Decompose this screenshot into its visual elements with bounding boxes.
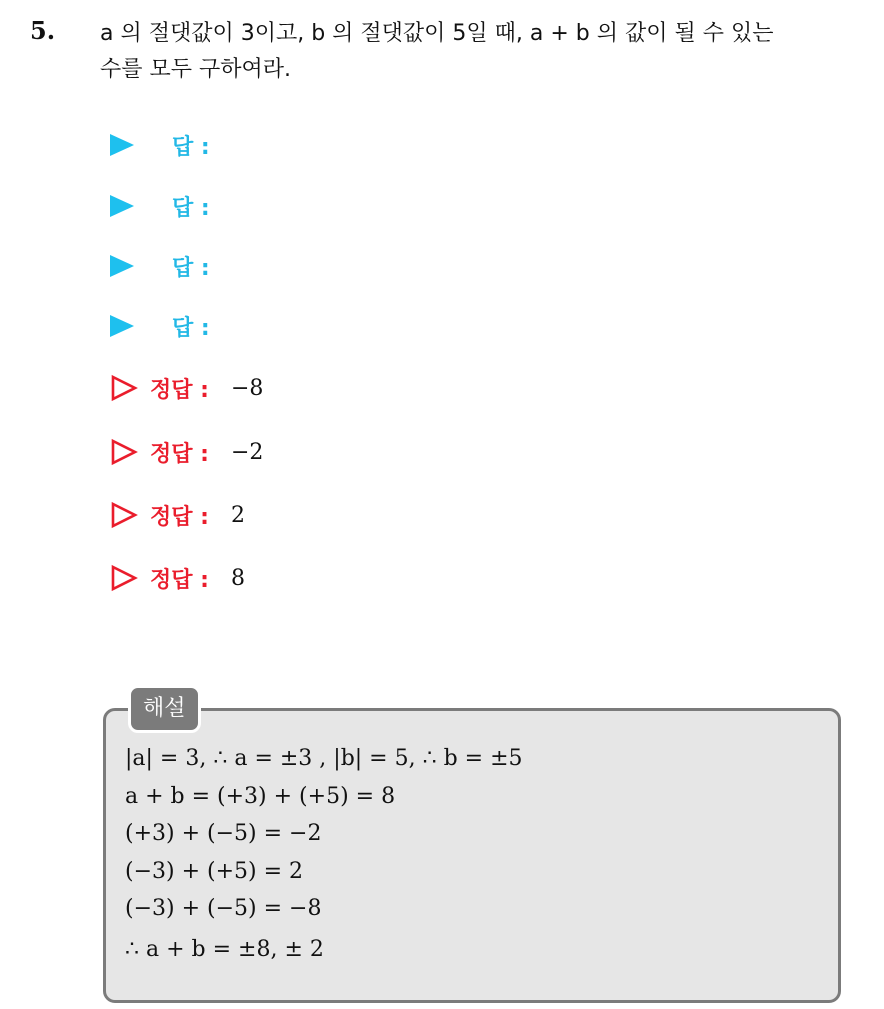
explanation-tag: 해설 <box>128 685 201 733</box>
filled-triangle-right-icon <box>110 134 134 156</box>
correct-answer-value: −8 <box>230 375 264 401</box>
correct-answer-label: 정답 : <box>150 567 209 593</box>
answer-row <box>110 308 210 344</box>
question-text <box>100 16 870 88</box>
answer-label: 답 : <box>172 195 210 221</box>
correct-answer-label: 정답 : <box>150 441 209 467</box>
outline-triangle-right-icon <box>110 438 138 466</box>
answer-label: 답 : <box>172 134 210 160</box>
correct-answer-row <box>110 434 263 470</box>
question-line-2: 수를 모두 구하여라. <box>100 57 291 82</box>
explanation-line: a + b = (+3) + (+5) = 8 <box>125 783 396 809</box>
filled-triangle-right-icon <box>110 255 134 277</box>
correct-answer-row <box>110 370 263 406</box>
explanation-line: |a| = 3, ∴ a = ±3 , |b| = 5, ∴ b = ±5 <box>125 746 523 771</box>
question-line-1: a 의 절댓값이 3이고, b 의 절댓값이 5일 때, a + b 의 값이 될 수 있는 <box>100 21 774 46</box>
explanation-line: (−3) + (−5) = −8 <box>125 896 322 921</box>
question-number: 5. <box>30 16 56 45</box>
filled-triangle-right-icon <box>110 315 134 337</box>
answer-row <box>110 188 210 224</box>
answer-label: 답 : <box>172 255 210 281</box>
correct-answer-row <box>110 497 245 533</box>
correct-answer-value: 8 <box>230 565 245 591</box>
explanation-line: ∴ a + b = ±8, ± 2 <box>125 936 324 962</box>
outline-triangle-right-icon <box>110 564 138 592</box>
outline-triangle-right-icon <box>110 374 138 402</box>
explanation-line: (+3) + (−5) = −2 <box>125 821 322 846</box>
correct-answer-row <box>110 560 245 596</box>
correct-answer-value: 2 <box>230 502 245 528</box>
answer-label: 답 : <box>172 315 210 341</box>
filled-triangle-right-icon <box>110 195 134 217</box>
correct-answer-label: 정답 : <box>150 504 209 530</box>
correct-answer-value: −2 <box>230 439 264 465</box>
answer-row <box>110 248 210 284</box>
correct-answer-label: 정답 : <box>150 377 209 403</box>
answer-row <box>110 127 210 163</box>
outline-triangle-right-icon <box>110 501 138 529</box>
explanation-line: (−3) + (+5) = 2 <box>125 858 304 884</box>
explanation-content <box>125 740 523 968</box>
